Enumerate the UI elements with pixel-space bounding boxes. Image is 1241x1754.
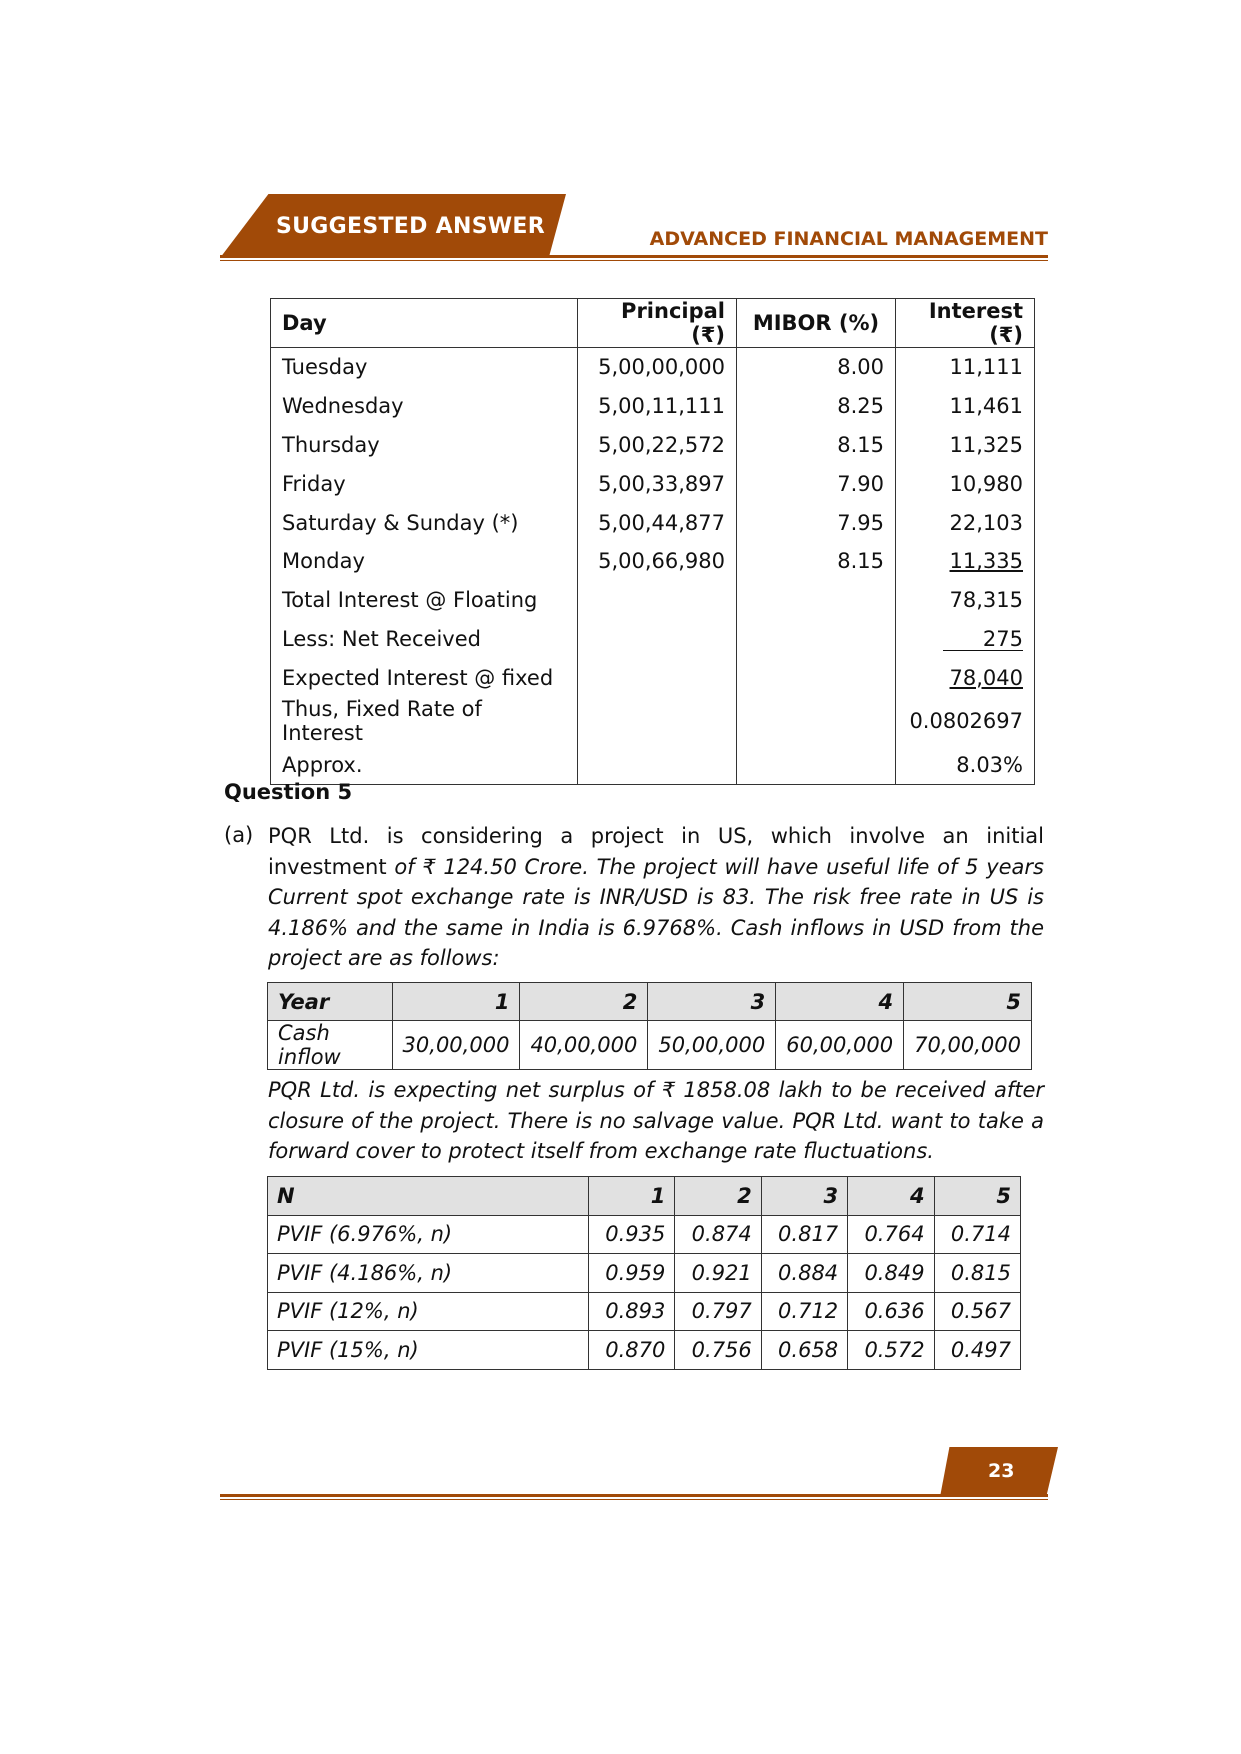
cell-mibor: 8.15 [737,542,896,581]
table-row [268,1021,1032,1070]
table-row [268,1292,1021,1331]
cell-interest: 78,315 [896,581,1035,620]
question-heading: Question 5 [224,780,353,804]
cell-interest: 8.03% [896,745,1035,784]
underlined-value: 275 [943,628,1023,651]
col-header-mibor: MIBOR (%) [737,299,896,348]
cell-header: 3 [648,983,776,1021]
cell-empty [578,620,737,659]
cell-value: 0.959 [589,1254,675,1293]
header-rule-thin [220,260,1048,261]
header-rule [220,255,1048,258]
cell-interest [896,542,1035,581]
table-row [268,1215,1021,1254]
pvif-table [267,1176,1021,1370]
cell-interest: 11,461 [896,387,1035,426]
cell-value: 0.497 [934,1331,1020,1370]
cell-value: 70,00,000 [904,1021,1032,1070]
cell-value: 0.815 [934,1254,1020,1293]
table-row [271,387,1035,426]
cell-value: 50,00,000 [648,1021,776,1070]
cell-header: 5 [904,983,1032,1021]
cell-header: 1 [392,983,520,1021]
cell-principal: 5,00,66,980 [578,542,737,581]
cell-value: 0.884 [761,1254,847,1293]
cell-label: PVIF (4.186%, n) [268,1254,589,1293]
table-header-row [268,1177,1021,1216]
header-tab-label: SUGGESTED ANSWER [276,214,545,239]
cell-value: 0.636 [848,1292,934,1331]
cell-value: 0.817 [761,1215,847,1254]
cell-empty [578,581,737,620]
col-header-principal: Principal (₹) [578,299,737,348]
cell-header: N [268,1177,589,1216]
cell-empty [737,581,896,620]
cell-mibor: 8.15 [737,426,896,465]
cell-header: 4 [848,1177,934,1216]
table-row [271,542,1035,581]
cell-value: 0.764 [848,1215,934,1254]
table-row [271,464,1035,503]
question-paragraph [268,821,1044,974]
cell-empty [578,745,737,784]
cell-value: 30,00,000 [392,1021,520,1070]
table-row [271,697,1035,745]
table-header-row [268,983,1032,1021]
cell-day: Thursday [271,426,578,465]
cell-label: PVIF (12%, n) [268,1292,589,1331]
cell-label: Total Interest @ Floating [271,581,578,620]
table-row [268,1254,1021,1293]
cell-value: 0.658 [761,1331,847,1370]
cell-empty [578,658,737,697]
col-header-interest: Interest (₹) [896,299,1035,348]
cell-mibor: 8.25 [737,387,896,426]
cell-header: Year [268,983,393,1021]
cell-value: 0.870 [589,1331,675,1370]
table-row [271,581,1035,620]
cell-value: 0.921 [675,1254,761,1293]
cell-interest [896,658,1035,697]
cell-label: Thus, Fixed Rate of Interest [271,697,578,745]
table-row [268,1331,1021,1370]
cell-header: 2 [520,983,648,1021]
cell-value: 0.756 [675,1331,761,1370]
cell-label: Approx. [271,745,578,784]
cell-empty [737,620,896,659]
cell-label: Less: Net Received [271,620,578,659]
cell-day: Friday [271,464,578,503]
table-row [271,426,1035,465]
cell-interest: 11,111 [896,348,1035,387]
cell-label: PVIF (15%, n) [268,1331,589,1370]
cell-interest: 11,325 [896,426,1035,465]
underlined-value: 11,335 [949,549,1023,574]
table-row [271,620,1035,659]
cell-mibor: 7.95 [737,503,896,542]
cell-empty [737,658,896,697]
cell-value: 0.712 [761,1292,847,1331]
cell-value: 0.572 [848,1331,934,1370]
cell-day: Wednesday [271,387,578,426]
cell-value: 0.567 [934,1292,1020,1331]
table-row [271,658,1035,697]
page-number: 23 [988,1460,1015,1482]
cell-day: Saturday & Sunday (*) [271,503,578,542]
cell-day: Monday [271,542,578,581]
cell-value: 0.714 [934,1215,1020,1254]
question-part-label: (a) [224,823,254,847]
cash-inflow-table [267,982,1032,1070]
cell-day: Tuesday [271,348,578,387]
table-row [271,745,1035,784]
cell-empty [737,745,896,784]
cell-empty [737,697,896,745]
cell-value: 0.849 [848,1254,934,1293]
cell-value: 60,00,000 [776,1021,904,1070]
cell-header: 1 [589,1177,675,1216]
cell-header: 4 [776,983,904,1021]
cell-value: 40,00,000 [520,1021,648,1070]
paragraph-plain-text: PQR Ltd. is considering a project in US, which involve an initial investment [268,824,1044,879]
cell-interest: 22,103 [896,503,1035,542]
cell-interest [896,620,1035,659]
header-title: ADVANCED FINANCIAL MANAGEMENT [649,228,1048,250]
col-header-day: Day [271,299,578,348]
question-paragraph-2: PQR Ltd. is expecting net surplus of ₹ 1858.08 lakh to be received after closure of the project. There is no salvage value. PQR Ltd. want to take a forward cover to protect itself from exchange rate fluctuations. [268,1078,1044,1163]
interest-table-header [271,299,1035,348]
cell-principal: 5,00,00,000 [578,348,737,387]
cell-principal: 5,00,44,877 [578,503,737,542]
cell-value: 0.874 [675,1215,761,1254]
cell-mibor: 7.90 [737,464,896,503]
cell-principal: 5,00,11,111 [578,387,737,426]
cell-interest: 10,980 [896,464,1035,503]
cell-label: Expected Interest @ fixed [271,658,578,697]
cell-header: 3 [761,1177,847,1216]
footer-rule-thin [220,1499,1048,1500]
cell-value: 0.935 [589,1215,675,1254]
cell-header: 5 [934,1177,1020,1216]
cell-value: 0.797 [675,1292,761,1331]
footer-rule [220,1494,1048,1497]
underlined-value: 78,040 [949,665,1023,690]
interest-table [270,298,1035,785]
table-row [271,348,1035,387]
table-row [271,503,1035,542]
cell-label: PVIF (6.976%, n) [268,1215,589,1254]
paragraph-italic-text: of ₹ 124.50 Crore. The project will have useful life of 5 years Current spot exchange rate is INR/USD is 83. The risk free rate in US is 4.186% and the same in India is 6.9768%. Cash inflows in USD from the project are as follows: [268,854,1044,970]
cell-interest: 0.0802697 [896,697,1035,745]
cell-empty [578,697,737,745]
cell-principal: 5,00,22,572 [578,426,737,465]
cell-label: Cash inflow [268,1021,393,1070]
cell-principal: 5,00,33,897 [578,464,737,503]
cell-value: 0.893 [589,1292,675,1331]
cell-header: 2 [675,1177,761,1216]
cell-mibor: 8.00 [737,348,896,387]
